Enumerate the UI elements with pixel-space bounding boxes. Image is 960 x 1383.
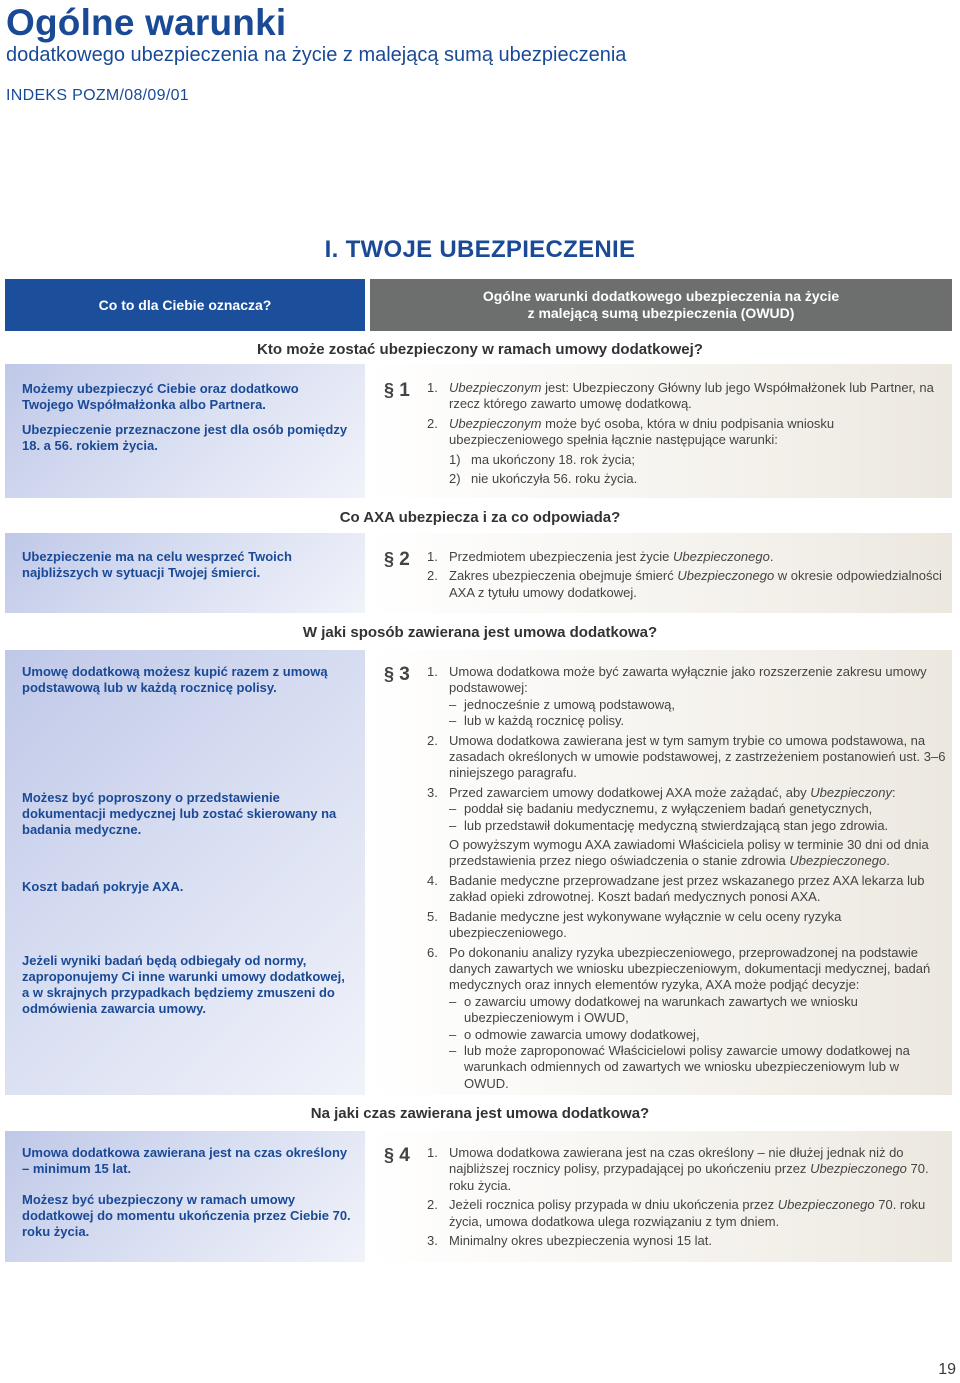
list-item: 1. Umowa dodatkowa zawierana jest na czas określony – nie dłużej jednak niż do najbliższej rocznicy polisy, przypadającej po ukończeniu przez Ubezpieczonego 70. roku życia.	[427, 1145, 929, 1193]
list-dash-item: – o odmowie zawarcia umowy dodatkowej,	[449, 1026, 700, 1042]
section-2-explanation-box	[5, 533, 365, 613]
page-subtitle: dodatkowego ubezpieczenia na życie z malejącą sumą ubezpieczenia	[6, 44, 627, 66]
list-item: 2. Umowa dodatkowa zawierana jest w tym samym trybie co umowa podstawowa, na zasadach określonych w umowie podstawowej, z zastrzeżeniem postanowień ust. 3–6 niniejszego paragrafu.	[427, 732, 946, 781]
paragraph-sign: §	[384, 1145, 395, 1165]
list-dash-item: – poddał się badaniu medycznemu, z wyłączeniem badań genetycznych,	[449, 801, 873, 817]
page-title: Ogólne warunki	[6, 2, 287, 43]
section-3-explanation-1: Umowę dodatkową możesz kupić razem z umową podstawową lub w każdą rocznicę polisy.	[22, 664, 328, 695]
section-3-explanation-2: Możesz być poproszony o przedstawienie dokumentacji medycznej lub zostać skierowany na badania medyczne.	[22, 790, 337, 837]
right-column-header-line2: z malejącą sumą ubezpieczenia (OWUD)	[527, 305, 795, 321]
list-subitem: 2) nie ukończyła 56. roku życia.	[449, 471, 638, 487]
section-4-terms-list	[427, 1145, 947, 1249]
section-2-terms-list	[427, 549, 947, 601]
paragraph-number: 4	[399, 1145, 410, 1166]
section-1-explanation-2: Ubezpieczenie przeznaczone jest dla osób pomiędzy 18. a 56. rokiem życia.	[22, 422, 348, 453]
section-3-paragraph-mark	[384, 664, 410, 686]
section-1-terms-list	[427, 380, 947, 487]
section-4-terms-box	[370, 1131, 952, 1262]
section-1-explanation-1: Możemy ubezpieczyć Ciebie oraz dodatkowo Twojego Współmałżonka albo Partnera.	[22, 381, 299, 412]
page-number: 19	[938, 1361, 956, 1378]
list-item: 1. Przedmiotem ubezpieczenia jest życie Ubezpieczonego.	[427, 549, 774, 564]
list-item: 2. Zakres ubezpieczenia obejmuje śmierć Ubezpieczonego w okresie odpowiedzialności AXA z tytułu umowy dodatkowej.	[427, 568, 942, 600]
list-dash-item: – o zawarciu umowy dodatkowej na warunkach zawartych we wniosku ubezpieczeniowym i OWUD,	[449, 993, 858, 1026]
paragraph-sign: §	[384, 380, 395, 400]
list-item: 6. Po dokonaniu analizy ryzyka ubezpieczeniowego, przeprowadzonej na podstawie danych zawartych we wniosku ubezpieczeniowym, dokumentacji medycznej, badań medycznych oraz innych elementów ryzyka, AXA może podjąć decyzje:	[427, 944, 931, 993]
list-dash-item: – lub może zaproponować Właścicielowi polisy zawarcie umowy dodatkowej na warunkach odmiennych od zawartych we wniosku ubezpieczeniowym lub w OWUD.	[449, 1042, 910, 1091]
document-index: INDEKS POZM/08/09/01	[6, 87, 189, 104]
right-column-header-line1: Ogólne warunki dodatkowego ubezpieczenia na życie	[482, 288, 840, 304]
section-1-terms-box	[370, 364, 952, 498]
section-4-explanation-2: Możesz być ubezpieczony w ramach umowy dodatkowej do momentu ukończenia przez Ciebie 70. roku życia.	[22, 1192, 351, 1239]
paragraph-number: 2	[399, 549, 410, 570]
section-2-terms-box	[370, 533, 952, 613]
list-item: 3. Przed zawarciem umowy dodatkowej AXA może zażądać, aby Ubezpieczony:	[427, 784, 896, 800]
left-column-header	[5, 279, 365, 331]
list-subitem: 1) ma ukończony 18. rok życia;	[449, 451, 636, 467]
paragraph-number: 1	[399, 380, 410, 401]
list-item: 5. Badanie medyczne jest wykonywane wyłącznie w celu oceny ryzyka ubezpieczeniowego.	[427, 908, 842, 941]
section-3-terms-box	[370, 650, 952, 1095]
chapter-heading: I. TWOJE UBEZPIECZENIE	[324, 236, 636, 263]
section-3-question: W jaki sposób zawierana jest umowa dodatkowa?	[302, 624, 658, 641]
list-dash-item: – jednocześnie z umową podstawową,	[449, 696, 676, 712]
list-item: 1. Ubezpieczonym jest: Ubezpieczony Główny lub jego Współmałżonek lub Partner, na rzecz którego zawarto umowę dodatkową.	[427, 380, 934, 412]
section-3-terms-list	[427, 664, 947, 1092]
section-1-explanation-box	[5, 364, 365, 498]
list-item: 1. Umowa dodatkowa może być zawarta wyłącznie jako rozszerzenie zakresu umowy podstawowej:	[427, 664, 927, 696]
section-4-paragraph-mark	[384, 1145, 410, 1167]
list-dash-item: – lub przedstawił dokumentację medyczną stwierdzającą stan jego zdrowia.	[449, 817, 889, 833]
section-4-explanation-box	[5, 1131, 365, 1262]
section-3-explanation-4: Jeżeli wyniki badań będą odbiegały od normy, zaproponujemy Ci inne warunki umowy dodatkowej, a w skrajnych przypadkach będziemy zmuszeni do odmówienia zawarcia umowy.	[22, 953, 345, 1016]
section-2-paragraph-mark	[384, 549, 410, 571]
section-1-question: Kto może zostać ubezpieczony w ramach umowy dodatkowej?	[257, 341, 703, 358]
section-4-question: Na jaki czas zawierana jest umowa dodatkowa?	[310, 1105, 650, 1122]
section-2-question: Co AXA ubezpiecza i za co odpowiada?	[339, 509, 621, 526]
section-2-explanation-1: Ubezpieczenie ma na celu wesprzeć Twoich najbliższych w sytuacji Twojej śmierci.	[22, 549, 292, 580]
right-column-header	[370, 279, 952, 331]
section-3-explanation-3: Koszt badań pokryje AXA.	[22, 879, 184, 894]
paragraph-sign: §	[384, 664, 395, 684]
list-item: 3. Minimalny okres ubezpieczenia wynosi 15 lat.	[427, 1233, 713, 1249]
left-column-header-text: Co to dla Ciebie oznacza?	[98, 297, 272, 313]
list-item: 4. Badanie medyczne przeprowadzane jest przez wskazanego przez AXA lekarza lub zakład opieki zdrowotnej. Koszt badań medycznych ponosi AXA.	[427, 872, 925, 905]
section-4-explanation-1: Umowa dodatkowa zawierana jest na czas określony – minimum 15 lat.	[22, 1145, 348, 1176]
paragraph-sign: §	[384, 549, 395, 569]
section-3-explanation-box	[5, 650, 365, 1095]
list-dash-item: – lub w każdą rocznicę polisy.	[449, 713, 625, 729]
list-item: 2. Jeżeli rocznica polisy przypada w dniu ukończenia przez Ubezpieczonego 70. roku życia, umowa dodatkowa ulega rozwiązaniu z tym dniem.	[427, 1197, 926, 1229]
section-1-paragraph-mark	[384, 380, 410, 402]
list-item: 2. Ubezpieczonym może być osoba, która w dniu podpisania wniosku ubezpieczeniowego spełnia łącznie następujące warunki:	[427, 415, 835, 448]
paragraph-number: 3	[399, 664, 410, 685]
list-paragraph: O powyższym wymogu AXA zawiadomi Właściciela polisy w terminie 30 dni od dnia przedstawienia przez niego oświadczenia o stanie zdrowia Ubezpieczonego.	[449, 837, 929, 869]
